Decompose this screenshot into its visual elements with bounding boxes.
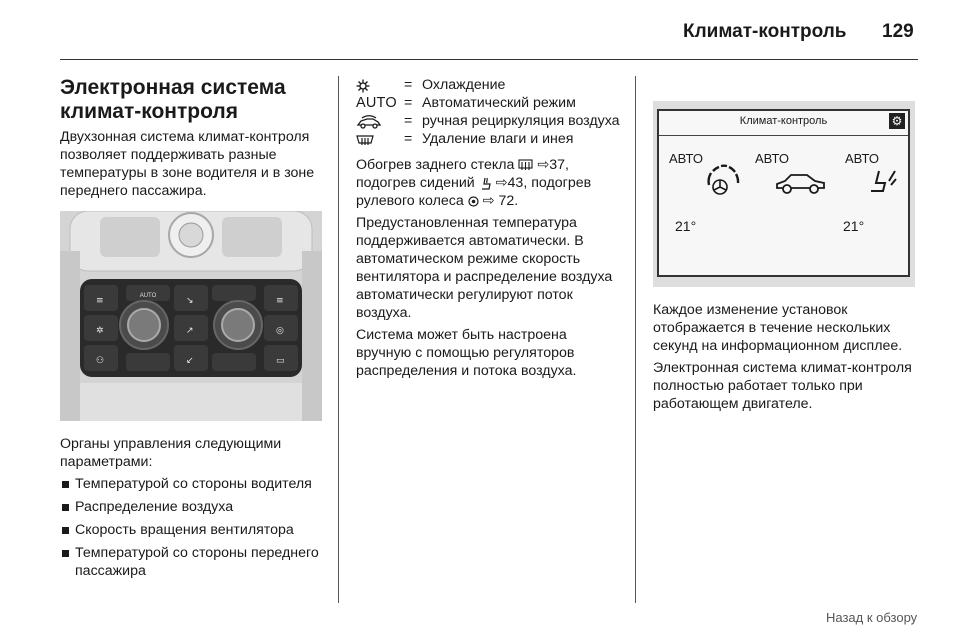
- legend-text-recirculation: ручная рециркуляция воздуха: [422, 113, 620, 129]
- page-number: 129: [882, 21, 914, 42]
- svg-text:◎: ◎: [276, 326, 284, 336]
- bullet-square-icon: [62, 481, 69, 488]
- header-rule: [60, 59, 918, 60]
- car-icon: [775, 171, 827, 195]
- svg-text:▭: ▭: [276, 356, 285, 366]
- legend-text-cooling: Охлаждение: [422, 77, 506, 93]
- legend-text-defrost: Удаление влаги и инея: [422, 131, 574, 147]
- section-title: Электронная система климат-контроля: [60, 76, 286, 123]
- seat-airflow-icon: [867, 167, 897, 195]
- controls-lead: Органы управления следующими параметрами:: [60, 436, 282, 470]
- list-item: Распределение воздуха: [60, 498, 325, 516]
- list-item: Температурой со стороны переднего пассажира: [60, 544, 325, 580]
- display-title-rule: [659, 135, 908, 136]
- legend-eq: =: [404, 131, 413, 147]
- steering-wheel-heater-icon: [468, 196, 479, 207]
- controls-list-block: [60, 435, 325, 585]
- column-3-text: [653, 301, 918, 413]
- legend-eq: =: [404, 113, 413, 129]
- page-ref-arrow-icon[interactable]: ⇨: [537, 157, 550, 173]
- auto-symbol: AUTO: [356, 95, 397, 111]
- svg-text:≡: ≡: [276, 296, 284, 306]
- heating-references-paragraph: Обогрев заднего стекла ⇨37, подогрев сидений ⇨43, подогрев рулевого колеса ⇨ 72.: [356, 157, 592, 209]
- engine-running-paragraph: Электронная система климат-контроля полностью работает только при работающем двигателе.: [653, 360, 912, 412]
- list-item: Температурой со стороны водителя: [60, 475, 325, 493]
- svg-text:⚇: ⚇: [96, 356, 105, 366]
- bullet-square-icon: [62, 504, 69, 511]
- panel-auto-label: AUTO: [139, 293, 157, 299]
- symbol-legend: [356, 76, 626, 148]
- display-auto-left: АВТО: [669, 151, 703, 166]
- bullet-square-icon: [62, 527, 69, 534]
- info-display-illustration: [653, 101, 915, 287]
- legend-eq: =: [404, 95, 413, 111]
- svg-text:≡: ≡: [96, 296, 104, 306]
- info-display-screen: [657, 109, 910, 277]
- column-divider-1: [338, 76, 339, 603]
- preset-temperature-paragraph: Предустановленная температура поддерживается автоматически. В автоматическом режиме скорость вентилятора и распределение воздуха автоматически регулируют поток воздуха.: [356, 215, 613, 321]
- column-divider-2: [635, 76, 636, 603]
- display-temp-right: 21°: [843, 218, 865, 234]
- list-item: Скорость вращения вентилятора: [60, 521, 325, 539]
- defrost-icon: [356, 130, 404, 148]
- running-header-title: Климат-контроль: [683, 21, 847, 42]
- display-change-paragraph: Каждое изменение установок отображается в течение нескольких секунд на информационном дисплее.: [653, 302, 903, 354]
- column-1: [60, 76, 325, 200]
- fan-speed-icon: [703, 163, 743, 197]
- settings-icon: ⚙: [889, 113, 905, 129]
- page-ref-link[interactable]: 43, подогрев рулевого колеса: [356, 175, 592, 209]
- intro-paragraph: Двухзонная система климат-контроля позволяет поддерживать разные температуры в зоне водителя и в зоне переднего пассажира.: [60, 129, 315, 199]
- svg-text:↙: ↙: [186, 356, 194, 366]
- legend-eq: =: [404, 77, 413, 93]
- display-auto-mid: АВТО: [755, 151, 789, 166]
- svg-text:↗: ↗: [186, 326, 194, 336]
- page-ref-arrow-icon[interactable]: ⇨: [482, 193, 495, 209]
- snowflake-icon: [356, 76, 404, 94]
- display-auto-right: АВТО: [845, 151, 879, 166]
- page-ref-link[interactable]: 37, подогрев сидений: [356, 157, 569, 191]
- rear-window-heater-icon: [518, 159, 533, 171]
- manual-setup-paragraph: Система может быть настроена вручную с помощью регуляторов распределения и потока воздуха.: [356, 327, 577, 379]
- column-2: [356, 76, 626, 380]
- back-to-overview-link[interactable]: Назад к обзору: [826, 610, 918, 625]
- display-temp-left: 21°: [675, 218, 697, 234]
- svg-text:✲: ✲: [96, 326, 104, 336]
- svg-text:↘: ↘: [186, 296, 194, 306]
- climate-panel-photo: [60, 211, 322, 421]
- recirculation-icon: [356, 112, 404, 130]
- seat-heater-icon: [479, 177, 492, 190]
- climate-panel-illustration: [60, 211, 322, 421]
- legend-text-auto: Автоматический режим: [422, 95, 576, 111]
- page-ref-link[interactable]: 72.: [498, 193, 519, 209]
- display-title: Климат-контроль: [739, 115, 828, 127]
- controls-list: [60, 475, 325, 580]
- page-ref-arrow-icon[interactable]: ⇨: [495, 175, 508, 191]
- bullet-square-icon: [62, 550, 69, 557]
